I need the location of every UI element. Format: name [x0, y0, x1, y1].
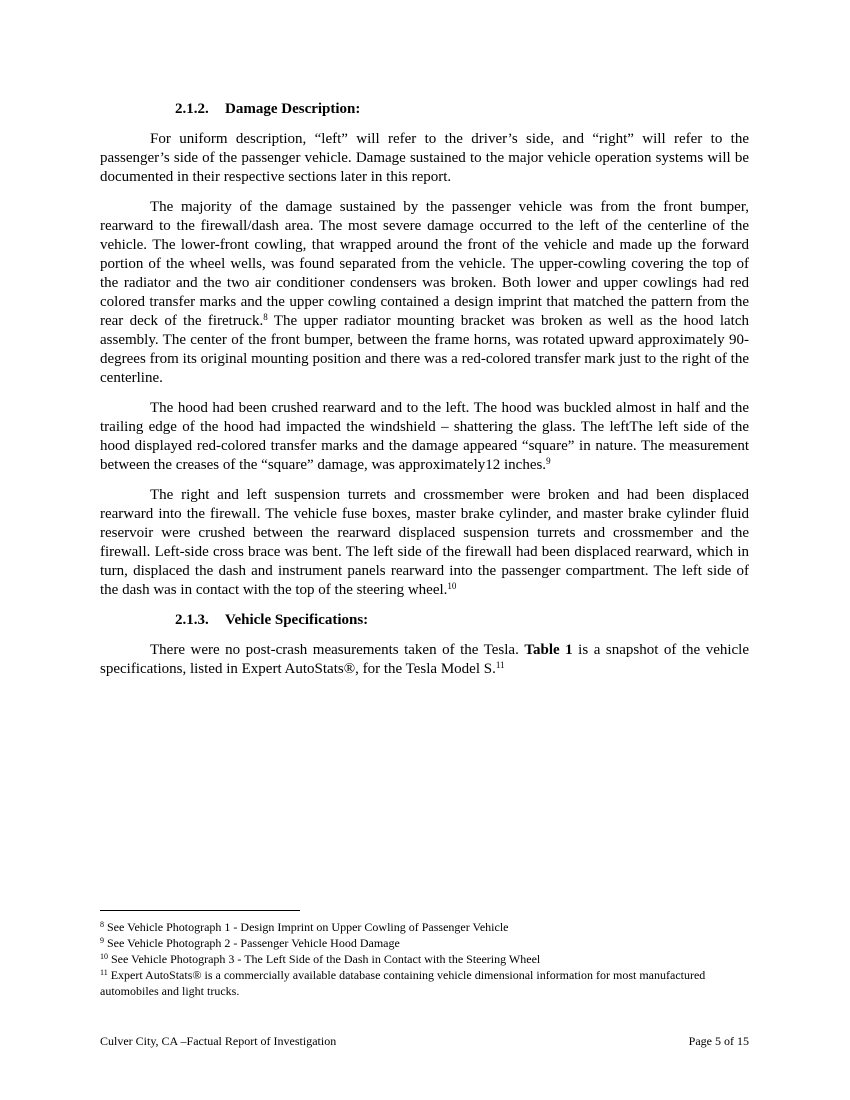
footnote-text: See Vehicle Photograph 3 - The Left Side of the Dash in Contact with the Steering Wheel	[111, 952, 541, 966]
section-number: 2.1.2.	[175, 101, 209, 117]
footnote-number: 8	[100, 920, 104, 929]
footnote-text: See Vehicle Photograph 2 - Passenger Vehicle Hood Damage	[107, 936, 400, 950]
section-number: 2.1.3.	[175, 612, 209, 628]
paragraph-text: is a snapshot of the vehicle specifications, listed in Expert AutoStats®, for the Tesla Model S.	[100, 642, 750, 677]
table-reference[interactable]: Table 1	[524, 642, 573, 658]
paragraph-text: The hood had been crushed rearward and to the left. The hood was buckled almost in half and the trailing edge of the hood had impacted the windshield – shattering the glass. The leftThe left side of the hood displayed red-colored transfer marks and the damage appeared “square” in nature. The measurement between the creases of the “square” damage, was approximately12 inches.	[100, 400, 749, 473]
page-footer	[100, 1033, 749, 1049]
footnote-ref-9[interactable]: 9	[546, 456, 551, 466]
paragraph-text: The right and left suspension turrets and crossmember were broken and had been displaced rearward into the firewall. The vehicle fuse boxes, master brake cylinder, and master brake cylinder fluid reservoir were crushed between the rearward displaced suspension turrets and crossmember and the firewall. Left-side cross brace was bent. The left side of the firewall had been displaced rearward, which in turn, displaced the dash and instrument panels rearward into the passenger compartment. The left side of the dash was in contact with the top of the steering wheel.	[100, 487, 749, 598]
paragraph-text: The majority of the damage sustained by the passenger vehicle was from the front bumper, rearward to the firewall/dash area. The most severe damage occurred to the left of the centerline of the vehicle. The lower-front cowling, that wrapped around the front of the vehicle and made up the forward portion of the wheel wells, was found separated from the vehicle. The upper-cowling covering the top of the radiator and the two air conditioner condensers was broken. Both lower and upper cowlings had red colored transfer marks and the upper cowling contained a design imprint that matched the pattern from the rear deck of the firetruck.	[100, 199, 749, 329]
footnote-8	[100, 919, 749, 935]
paragraph-text: The upper radiator mounting bracket was broken as well as the hood latch assembly. The center of the front bumper, between the frame horns, was rotated upward approximately 90-degrees from its original mounting position and there was a red-colored transfer mark just to the right of the centerline.	[100, 313, 749, 386]
footnote-11	[100, 967, 749, 999]
report-body	[100, 100, 749, 690]
paragraph-left-right-definition: For uniform description, “left” will refer to the driver’s side, and “right” will refer to the passenger’s side of the passenger vehicle. Damage sustained to the major vehicle operation systems will be documented in their respective sections later in this report.	[100, 131, 749, 185]
footnote-ref-11[interactable]: 11	[495, 660, 505, 670]
paragraph-front-damage	[100, 198, 749, 388]
footnote-number: 10	[100, 952, 108, 961]
footnote-ref-10[interactable]: 10	[447, 581, 457, 591]
section-heading-damage-description	[100, 100, 749, 119]
footnote-10	[100, 951, 749, 967]
section-heading-vehicle-specifications	[100, 611, 749, 630]
page-number: Page 5 of 15	[688, 1034, 749, 1048]
footnote-text: See Vehicle Photograph 1 - Design Imprint on Upper Cowling of Passenger Vehicle	[107, 920, 509, 934]
footnotes	[100, 919, 749, 999]
section-title: Damage Description:	[225, 101, 361, 117]
paragraph-hood-damage	[100, 399, 749, 475]
footnote-number: 11	[100, 968, 108, 977]
footer-report-title: Culver City, CA –Factual Report of Investigation	[100, 1034, 337, 1048]
footnote-number: 9	[100, 936, 104, 945]
section-title: Vehicle Specifications:	[225, 612, 369, 628]
paragraph-text: There were no post-crash measurements taken of the Tesla.	[150, 642, 525, 658]
paragraph-vehicle-specs	[100, 641, 749, 679]
footnote-text: Expert AutoStats® is a commercially available database containing vehicle dimensional information for most manufactured automobiles and light trucks.	[100, 968, 706, 998]
footnote-9	[100, 935, 749, 951]
footnote-ref-8[interactable]: 8	[263, 312, 268, 322]
paragraph-suspension-firewall	[100, 486, 749, 600]
footnote-separator	[100, 910, 300, 911]
